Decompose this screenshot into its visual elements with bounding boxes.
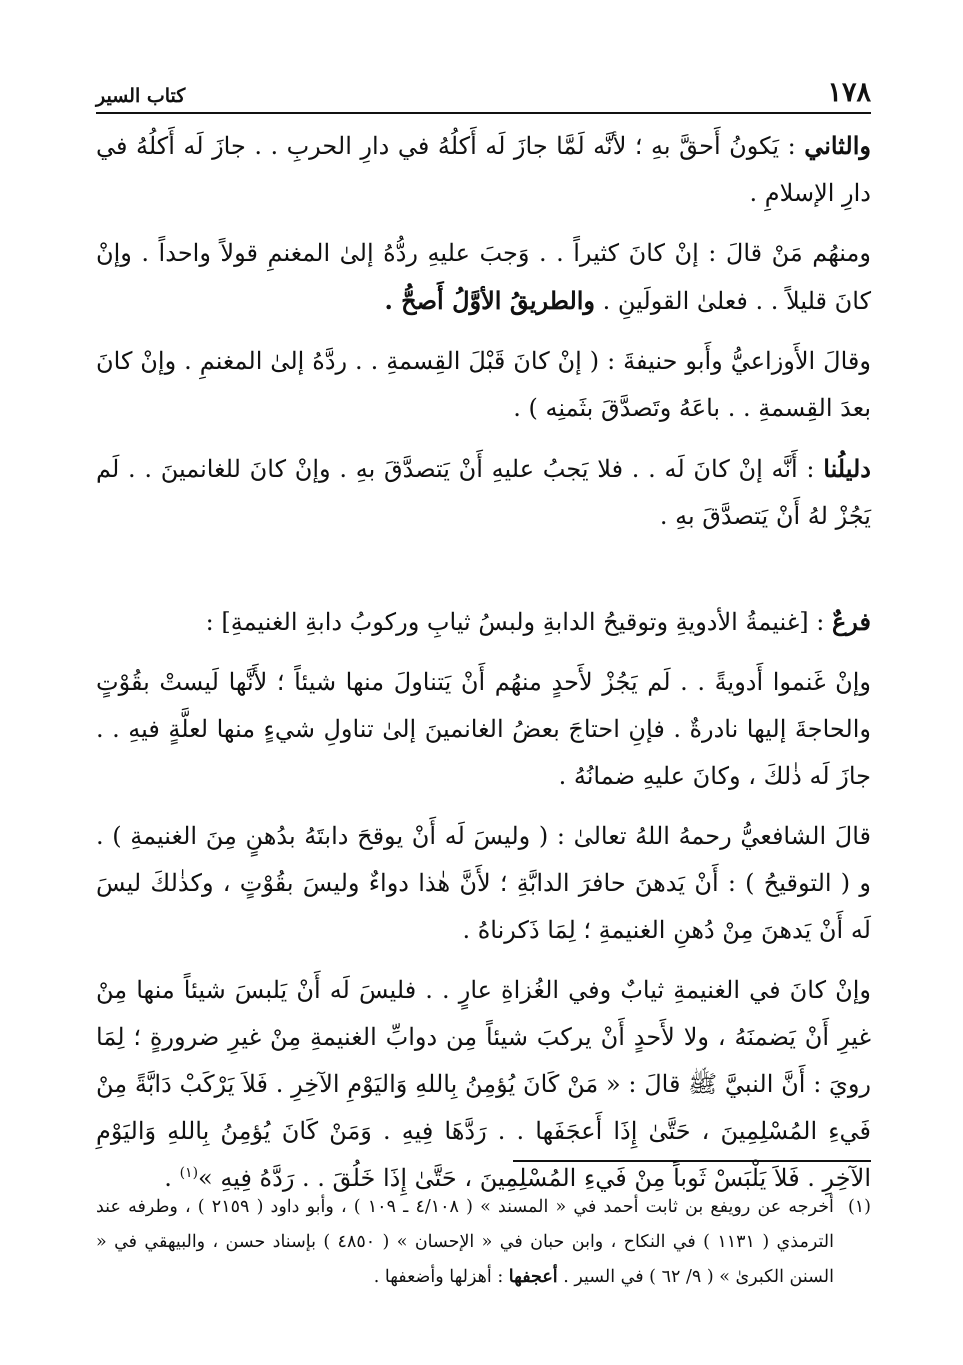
page-number: ١٧٨ <box>827 77 871 108</box>
branch-title: : [غنيمةُ الأدويةِ وتوقيحُ الدابةِ ولبسُ ثيابِ وركوبُ دابةِ الغنيمةِ] : <box>205 608 832 636</box>
paragraph-text: وقالَ الأَوزاعيُّ وأَبو حنيفةَ : ( إنْ كانَ قَبْلَ القِسمةِ . . ردَّهُ إلىٰ المغنمِ . وإنْ كانَ بعدَ القِسمةِ . . باعَهُ وتَصدَّقَ بثَمنِه ) . <box>96 347 871 422</box>
paragraph-end: . <box>164 1164 180 1192</box>
footnotes <box>96 1190 871 1295</box>
lead-word: دليلُنا <box>823 454 871 483</box>
branch-heading <box>96 598 871 646</box>
paragraph-text: ومنهُم مَنْ قالَ : إنْ كانَ كثيراً . . وَجبَ عليهِ ردُّهُ إلىٰ المغنمِ قولاً واحداً . وإنْ كانَ قليلاً . . فعلىٰ القولَينِ . <box>96 239 871 315</box>
footnote-separator <box>513 1160 871 1162</box>
page-header <box>96 74 871 114</box>
paragraph-text: : يَكونُ أَحقَّ بهِ ؛ لأنَّه لَمَّا جازَ لَه أَكلُهُ في دارِ الحربِ . . جازَ لَه أَكلُهُ في دارِ الإسلامِ . <box>96 132 871 207</box>
footnote-term: أعجفها <box>508 1267 558 1287</box>
paragraph <box>96 230 871 325</box>
paragraph <box>96 122 871 217</box>
paragraph <box>96 967 871 1202</box>
paragraph <box>96 813 871 954</box>
paragraph <box>96 659 871 800</box>
footnote-mark: (١) <box>847 1197 871 1217</box>
footnote-text-a: أخرجه عن رويفع بن ثابت أحمد في « المسند » ( ٤/١٠٨ ـ ١٠٩ ) ، وأبو داود ( ٢١٥٩ ) ، وطرفه عند الترمذي ( ١١٣١ ) في النكاح ، وابن حبان في « الإحسان » ( ٤٨٥٠ ) بإسناد حسن ، والبيهقي في « السنن الكبرىٰ » ( ٩/ ٦٢ ) في السير . <box>96 1197 834 1287</box>
paragraph-text: وإنْ كانَ في الغنيمةِ ثيابٌ وفي الغُزاةِ عارٍ . . فليسَ لَه أَنْ يَلبسَ شيئاً منها مِنْ غيرِ أَنْ يَضمنَهُ ، ولا لأَحدٍ أَنْ يركبَ شيئاً مِن دوابِّ الغنيمةِ مِنْ غيرِ ضرورةٍ ؛ لِمَا رويَ : أَنَّ النبيَّ ﷺ قالَ : « مَنْ كَانَ يُؤمِنُ بِاللهِ وَاليَوْمِ الآخِرِ . فَلاَ يَرْكَبْ دَابَّةً مِنْ فَيءِ المُسْلِمِينَ ، حَتَّىٰ إِذَا أَعجَفَها . . رَدَّهَا فِيهِ . وَمَنْ كَانَ يُؤمِنُ بِاللهِ وَاليَوْمِ الآخِرِ . فَلاَ يَلْبَسْ ثَوباً مِنْ فَيءِ المُسْلِمِينَ ، حَتَّىٰ إِذَا خَلُقَ . . رَدَّهُ فِيهِ » <box>96 976 871 1192</box>
paragraph-text: وإنْ غَنموا أَدويةً . . لَم يَجُزْ لأَحدٍ منهُم أَنْ يَتناولَ منها شيئاً ؛ لأَنَّها لَيستْ بقُوْتٍ والحاجةَ إليها نادرةٌ . فإنِ احتاجَ بعضُ الغانمينَ إلىٰ تناولِ شيءٍ منها لعلَّةٍ فيهِ . . جازَ لَه ذٰلكَ ، وكانَ عليهِ ضمانُهُ . <box>96 668 871 790</box>
footnote <box>96 1190 871 1295</box>
footnote-text-b: : أهزلها وأضعفها . <box>373 1267 509 1287</box>
paragraph <box>96 445 871 540</box>
footnote-text <box>96 1190 834 1295</box>
lead-word: والثاني <box>804 131 871 160</box>
footnote-reference[interactable]: (١) <box>179 1165 199 1181</box>
paragraph-text: : أَنَّه إنْ كانَ لَه . . فلا يَجبُ عليهِ أَنْ يَتصدَّقَ بهِ . وإنْ كانَ للغانمينَ . . لَم يَجُزْ لهُ أَنْ يَتصدَّقَ بهِ . <box>96 455 871 530</box>
paragraph-text: قالَ الشافعيُّ رحمهُ اللهُ تعالىٰ : ( وليسَ لَه أَنْ يوقحَ دابتَهُ بدُهنٍ مِنَ الغنيمةِ ) . و ( التوقيحُ ) : أَنْ يَدهنَ حافرَ الدابَّةِ ؛ لأَنَّ هٰذا دواءٌ وليسَ بقُوْتٍ ، وكذٰلكَ ليسَ لَه أَنْ يَدهنَ مِنْ دُهنِ الغنيمةِ ؛ لِمَا ذَكرناهُ . <box>96 822 871 944</box>
page-body <box>96 122 871 1215</box>
running-title: كتاب السير <box>96 85 186 107</box>
paragraph <box>96 338 871 432</box>
bold-conclusion: والطريقُ الأوَّلُ أَصحُّ . <box>384 286 596 315</box>
branch-label: فرعٌ <box>831 607 871 636</box>
